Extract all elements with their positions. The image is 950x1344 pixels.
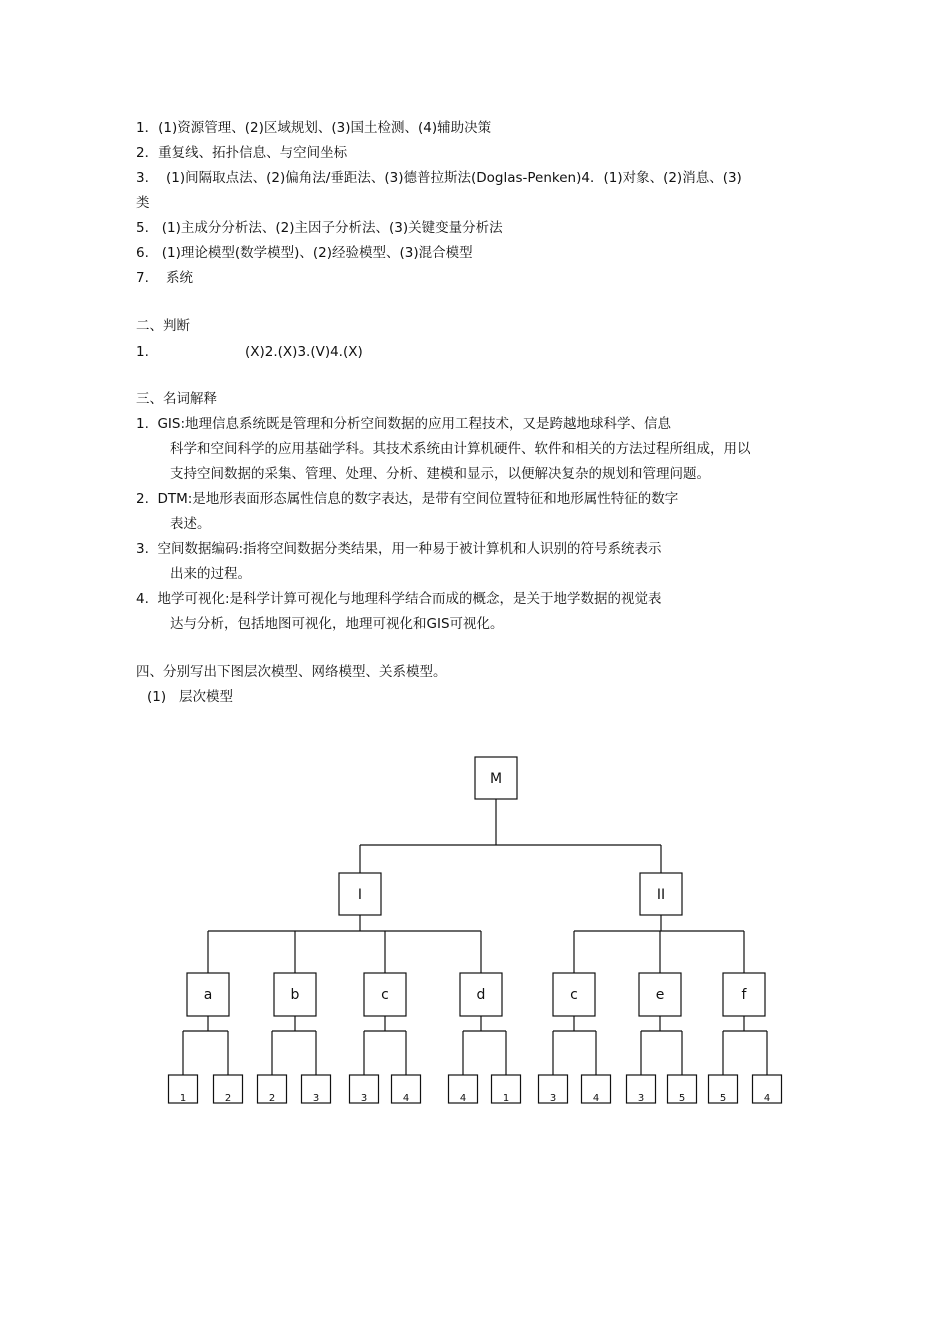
tree-node-leaf-3-2: [392, 1075, 421, 1104]
term-gis-line-2: 科学和空间科学的应用基础学科。其技术系统由计算机硬件、软件和相关的方法过程所组成，用以: [170, 441, 751, 457]
tree-node-leaf-2-2-label: 3: [312, 1093, 320, 1104]
term-gis-line-3: 支持空间数据的采集、管理、处理、分析、建模和显示，以便解决复杂的规划和管理问题。: [170, 466, 710, 482]
term-dtm-line-1: 2. DTM:是地形表面形态属性信息的数字表达，是带有空间位置特征和地形属性特征的数字: [136, 491, 679, 507]
tree-node-level1-2: [640, 873, 682, 915]
judgement-answers: (X)2.(X)3.(V)4.(X): [245, 344, 363, 360]
tree-node-leaf-6-1-label: 3: [637, 1093, 645, 1104]
tree-node-level2-7-label: f: [741, 987, 747, 1003]
term-vis-line-2: 达与分析，包括地图可视化，地理可视化和GIS可视化。: [170, 616, 504, 632]
tree-node-level2-1: [187, 973, 229, 1016]
term-coding-line-1: 3. 空间数据编码:指将空间数据分类结果，用一种易于被计算机和人识别的符号系统表示: [136, 541, 662, 557]
tree-node-level2-4: [460, 973, 502, 1016]
term-coding-line-2: 出来的过程。: [170, 566, 251, 582]
term-gis-line-1: 1. GIS:地理信息系统既是管理和分析空间数据的应用工程技术，又是跨越地球科学、信息: [136, 416, 672, 432]
tree-node-level2-5: [553, 973, 595, 1016]
tree-node-leaf-3-2-label: 4: [402, 1093, 410, 1104]
answer-line-6: 6. (1)理论模型(数学模型)、(2)经验模型、(3)混合模型: [136, 245, 473, 261]
answer-line-1: 1．(1)资源管理、(2)区域规划、(3)国土检测、(4)辅助决策: [136, 120, 492, 136]
answer-line-3-cont: 类: [136, 195, 150, 211]
tree-node-leaf-1-2: [214, 1075, 243, 1104]
judgement-heading: 二、判断: [136, 318, 190, 334]
tree-node-leaf-5-2-label: 4: [592, 1093, 600, 1104]
tree-node-root-label: M: [489, 771, 503, 787]
tree-node-leaf-1-1-label: 1: [179, 1093, 187, 1104]
tree-node-level2-2-label: b: [290, 987, 300, 1003]
tree-node-leaf-7-2: [753, 1075, 782, 1104]
tree-node-root: [475, 757, 517, 799]
tree-node-leaf-6-2-label: 5: [678, 1093, 686, 1104]
tree-node-level2-5-label: c: [570, 987, 578, 1003]
tree-node-level2-2: [274, 973, 316, 1016]
tree-node-leaf-7-2-label: 4: [763, 1093, 771, 1104]
tree-node-level2-6: [639, 973, 681, 1016]
answer-line-7: 7. 系统: [136, 270, 194, 286]
tree-node-leaf-1-1: [169, 1075, 198, 1104]
tree-node-leaf-2-1: [258, 1075, 287, 1104]
tree-node-level2-4-label: d: [476, 987, 486, 1003]
tree-node-leaf-3-1-label: 3: [360, 1093, 368, 1104]
terms-heading: 三、名词解释: [136, 391, 217, 407]
tree-node-leaf-5-1: [539, 1075, 568, 1104]
tree-node-leaf-4-1: [449, 1075, 478, 1104]
answer-line-3: 3. (1)间隔取点法、(2)偏角法/垂距法、(3)德普拉斯法(Doglas-Penken)4．(1)对象、(2)消息、(3): [136, 170, 742, 186]
tree-node-level1-1: [339, 873, 381, 915]
tree-node-level2-3: [364, 973, 406, 1016]
term-dtm-line-2: 表述。: [170, 516, 211, 532]
tree-node-level1-2-label: II: [656, 887, 666, 903]
judgement-number: 1.: [136, 344, 149, 360]
tree-node-level2-7: [723, 973, 765, 1016]
tree-node-level2-1-label: a: [203, 987, 213, 1003]
tree-node-level2-3-label: c: [381, 987, 389, 1003]
answer-line-5: 5. (1)主成分分析法、(2)主因子分析法、(3)关键变量分析法: [136, 220, 503, 236]
term-vis-line-1: 4. 地学可视化:是科学计算可视化与地理科学结合而成的概念，是关于地学数据的视觉表: [136, 591, 662, 607]
tree-node-leaf-2-1-label: 2: [268, 1093, 276, 1104]
tree-node-leaf-4-2: [492, 1075, 521, 1104]
tree-node-level1-1-label: I: [357, 887, 363, 903]
tree-node-leaf-2-2: [302, 1075, 331, 1104]
tree-node-leaf-4-2-label: 1: [502, 1093, 510, 1104]
tree-node-leaf-3-1: [350, 1075, 379, 1104]
tree-node-leaf-6-1: [627, 1075, 656, 1104]
models-sub-heading: (1) 层次模型: [147, 689, 233, 705]
tree-node-leaf-1-2-label: 2: [224, 1093, 232, 1104]
tree-node-leaf-5-2: [582, 1075, 611, 1104]
models-heading: 四、分别写出下图层次模型、网络模型、关系模型。: [136, 664, 447, 680]
tree-node-leaf-6-2: [668, 1075, 697, 1104]
answer-line-2: 2．重复线、拓扑信息、与空间坐标: [136, 145, 348, 161]
tree-node-leaf-7-1: [709, 1075, 738, 1104]
tree-node-leaf-5-1-label: 3: [549, 1093, 557, 1104]
tree-node-leaf-7-1-label: 5: [719, 1093, 727, 1104]
tree-node-leaf-4-1-label: 4: [459, 1093, 467, 1104]
tree-node-level2-6-label: e: [655, 987, 665, 1003]
